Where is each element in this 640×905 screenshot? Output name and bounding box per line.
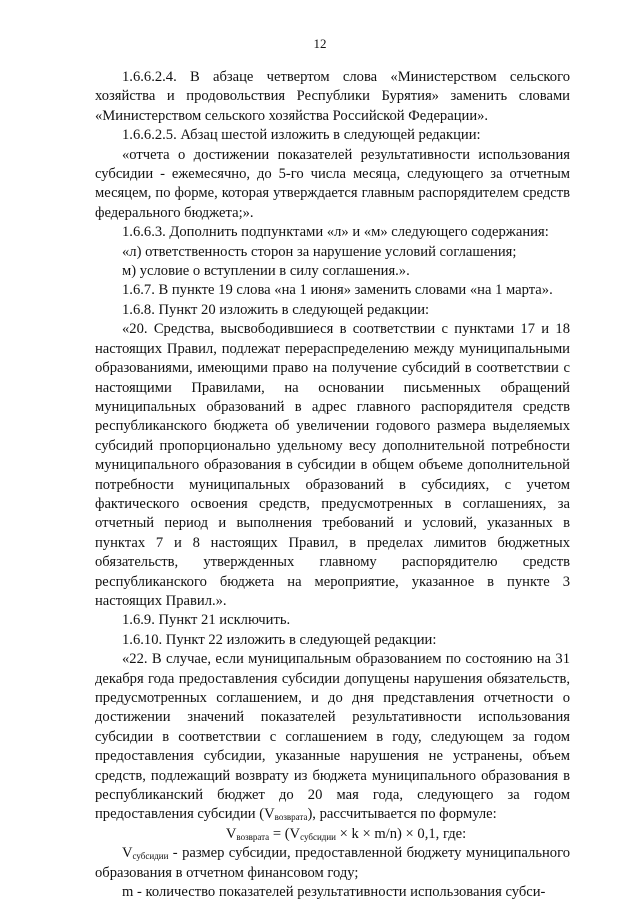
paragraph-1-6-6-2-4: 1.6.6.2.4. В абзаце четвертом слова «Министерством сельского хозяйства и продовольствия Республики Бурятия» заменить словами «Министерством сельского хозяйства Российской Федерации».: [95, 69, 570, 124]
definition-m: m - количество показателей результативности использования субси-: [122, 884, 546, 901]
paragraph-subitem-m: м) условие о вступлении в силу соглашения.».: [122, 263, 410, 280]
formula-lhs-subscript: возврата: [236, 831, 270, 842]
paragraph-point-22: [95, 650, 570, 825]
paragraph-1-6-6-2-5: 1.6.6.2.5. Абзац шестой изложить в следующей редакции:: [122, 127, 481, 144]
point-22-tail: ), рассчитывается по формуле:: [307, 806, 497, 823]
paragraph-1-6-6-3: 1.6.6.3. Дополнить подпунктами «л» и «м» следующего содержания:: [122, 224, 549, 241]
point-22-v: V: [264, 806, 275, 823]
point-22-text: «22. В случае, если муниципальным образованием по состоянию на 31 декабря года предоставления субсидии допущены нарушения обязательств, предусмотренных соглашением, и до дня представления отчетности о достижении значений показателей результативности использования субсидии в соответствии с соглашением в году, следующем за годом предоставления субсидии, указанные нарушения не устранены, объем средств, подлежащий возврату из бюджета муниципального образования в республиканский бюджет до 20 мая года, следующего за годом предоставления субсидии (: [95, 651, 570, 823]
paragraph-1-6-10: 1.6.10. Пункт 22 изложить в следующей редакции:: [122, 631, 437, 648]
paragraph-subitem-l: «л) ответственность сторон за нарушение условий соглашения;: [122, 243, 517, 260]
definition-v-text: - размер субсидии, предоставленной бюджету муниципального образования в отчетном финансовом году;: [95, 845, 570, 881]
paragraph-1-6-8: 1.6.8. Пункт 20 изложить в следующей редакции:: [122, 301, 430, 318]
paragraph-1-6-9: 1.6.9. Пункт 21 исключить.: [122, 612, 291, 629]
formula-mid: = (V: [269, 825, 301, 842]
paragraph-report-text: «отчета о достижении показателей результативности использования субсидии - ежемесячно, до 5-го числа месяца, следующего за отчетным месяцем, по форме, которая утверждается главным распорядителем средств федерального бюджета;».: [95, 146, 570, 221]
formula-rhs: × k × m/n) × 0,1, где:: [335, 825, 467, 842]
formula-lhs-v: V: [225, 825, 237, 842]
formula-mid-subscript: субсидии: [300, 831, 336, 842]
definition-v-subsidy: [95, 844, 570, 883]
formula: [95, 825, 570, 844]
paragraph-point-20: «20. Средства, высвободившиеся в соответствии с пунктами 17 и 18 настоящих Правил, подлежат перераспределению между муниципальными образованиями, имеющими право на получение субсидий в соответствии с настоящими Правилами, на основании письменных обращений муниципальных образований в адрес главного распорядителя средств республиканского бюджета об увеличении годового размера выделяемых субсидий пропорционально удельному весу дополнительной потребности муниципального образования в субсидии в общем объеме дополнительной потребности муниципальных образований в субсидиях, с учетом фактического освоения средств, предусмотренных в соглашениях, за отчетный период и выполнения требований и условий, указанных в пунктах 7 и 8 настоящих Правил, в пределах лимитов бюджетных обязательств, утвержденных главному распорядителю средств республиканского бюджета на мероприятие, указанное в пункте 3 настоящих Правил.».: [95, 321, 570, 609]
document-body: [95, 68, 570, 902]
point-22-v-subscript: возврата: [274, 812, 308, 823]
paragraph-1-6-7: 1.6.7. В пункте 19 слова «на 1 июня» заменить словами «на 1 марта».: [122, 282, 553, 299]
page-number: 12: [313, 36, 327, 51]
definition-v: V: [122, 845, 133, 862]
definition-v-subscript: субсидии: [132, 851, 169, 862]
